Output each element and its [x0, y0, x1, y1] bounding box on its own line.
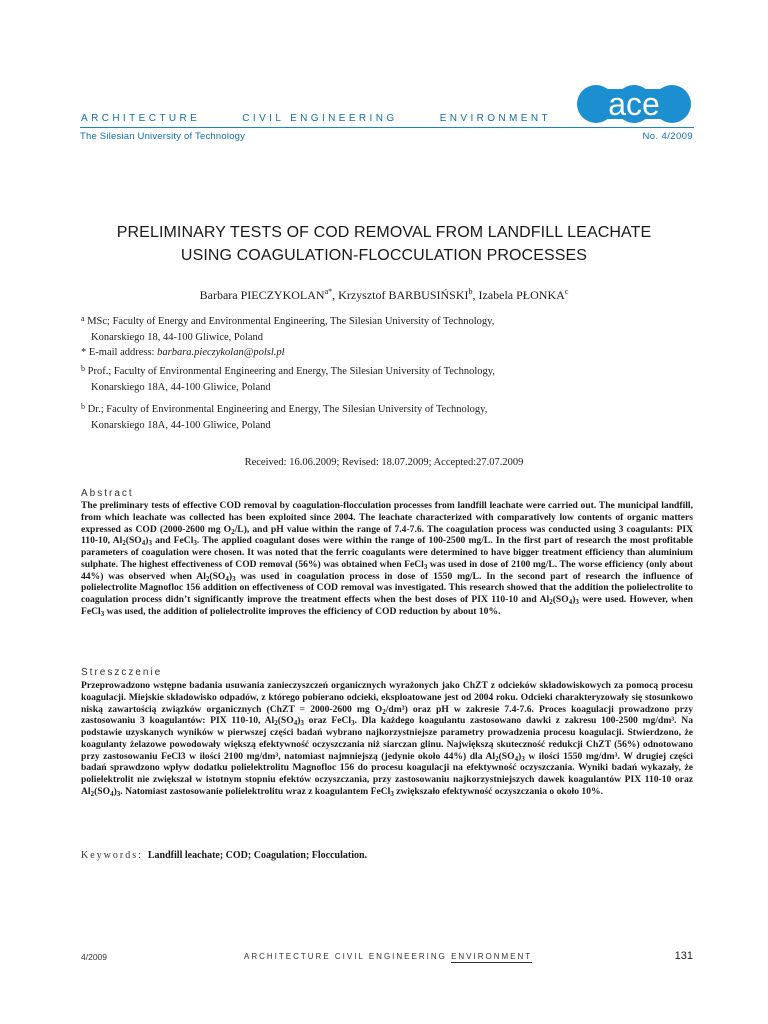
author-separator: , — [472, 288, 479, 302]
streszczenie-body: Przeprowadzono wstępne badania usuwania zanieczyszczeń organicznych wyrażonych jako ChZT z odcieków składowiskowych za pomocą procesu koagulacji. Miejskie składowisko odpadów, z którego pobierano odcieki, eksploatowane jest od 2004 roku. Odcieki charakteryzowały się stosunkowo niską zawartością związków organicznych (ChZT = 2000-2600 mg $O_2/dm^3$) oraz pH w zakresie 7.4-7.6. Proces koagulacji prowadzono przy zastosowaniu 3 koagulantów: PIX 110-10, $Al_2(SO_4)_3$ oraz FeCl$_3$. Dla każdego koagulantu zastosowano dawki z zakresu 100-2500 mg/dm³. Na podstawie uzyskanych wyników w pierwszej części badań wybrano najkorzystniejsze parametry prowadzenia procesu koagulacji. Stwierdzono, że koagulanty żelazowe powodowały większą efektywność oczyszczania niż siarczan glinu. Największą skuteczność redukcji ChZT (56%) odnotowano przy zastosowaniu FeCl3 w ilości 2100 mg/dm³, natomiast najmniejszą (jedynie około 44%) dla $Al_2(SO_4)_3$ w ilości 1550 mg/dm³. W drugiej części badań sprawdzono wpływ dodatku polielektrolitu Magnofloc 156 do procesu koagulacji na efektywność oczyszczania. Wyniki badań wykazały, że polielektrolit nie zwiększał w istotnym stopniu efektów oczyszczania, przy zastosowaniu najkorzystniejszych dawek koagulantów PIX 110-10 oraz $Al_2(SO_4)_3$. Natomiast zastosowanie polielektrolitu wraz z koagulantem FeCl$_3$ zwiększało efektywność oczyszczania o około 10%. — [81, 680, 694, 798]
affiliation-c — [81, 399, 487, 433]
author-mark: b — [468, 287, 473, 296]
affiliation-address: Konarskiego 18A, 44-100 Gliwice, Poland — [91, 381, 271, 393]
title-line-2: USING COAGULATION-FLOCCULATION PROCESSES — [180, 247, 588, 264]
footer-journal-text: ARCHITECTURE CIVIL ENGINEERING — [244, 952, 452, 961]
title-line-1: PRELIMINARY TESTS OF COD REMOVAL FROM LANDFILL LEACHATE — [116, 224, 652, 241]
keywords — [81, 850, 367, 861]
affiliation-mark: b — [81, 402, 85, 411]
affiliation-mark: a — [81, 314, 85, 323]
footer-journal — [244, 952, 532, 961]
streszczenie-heading: Streszczenie — [81, 667, 163, 678]
received-dates: Received: 16.06.2009; Revised: 18.07.2009; Accepted:27.07.2009 — [244, 457, 524, 468]
section-environment: ENVIRONMENT — [439, 113, 551, 124]
article-title — [70, 221, 698, 267]
author-name: Krzysztof BARBUSIŃSKI — [338, 288, 469, 302]
page-number: 131 — [674, 950, 693, 962]
email-label: * E-mail address: — [81, 347, 158, 358]
affiliation-b — [81, 361, 495, 395]
section-civil-engineering: CIVIL ENGINEERING — [242, 113, 398, 124]
header-rule — [80, 127, 694, 128]
affiliation-text: Dr.; Faculty of Environmental Engineering and Energy, The Silesian University of Technology, — [85, 404, 488, 415]
university-name: The Silesian University of Technology — [80, 131, 246, 142]
author-list — [70, 287, 698, 303]
author-name: Barbara PIECZYKOLAN — [199, 288, 325, 302]
email-link[interactable]: barbara.pieczykolan@polsl.pl — [157, 347, 285, 358]
keywords-value: Landfill leachate; COD; Coagulation; Flocculation. — [147, 850, 368, 861]
author-name: Izabela PŁONKA — [478, 288, 565, 302]
affiliation-address: Konarskiego 18, 44-100 Gliwice, Poland — [91, 331, 264, 343]
affiliation-text: Prof.; Faculty of Environmental Engineering and Energy, The Silesian University of Technology, — [85, 366, 495, 377]
abstract-heading: Abstract — [81, 488, 134, 499]
footer-issue: 4/2009 — [81, 952, 107, 962]
author-mark: a* — [324, 287, 333, 296]
email-line — [81, 345, 494, 361]
affiliation-mark: b — [81, 364, 85, 373]
keywords-label: Keywords: — [81, 850, 143, 861]
affiliation-a — [81, 311, 494, 361]
logo-text: ace — [608, 86, 660, 122]
section-architecture: ARCHITECTURE — [81, 113, 201, 124]
journal-sections — [81, 113, 551, 124]
ace-logo — [576, 84, 693, 124]
author-mark: c — [564, 287, 569, 296]
footer-journal-environment: ENVIRONMENT — [451, 952, 533, 961]
abstract-body: The preliminary tests of effective COD removal by coagulation-flocculation processes from landfill leachate were carried out. The municipal landfill, from which leachate was collected has been exploited since 2004. The leachate characterized with comparatively low contents of organic matters expressed as COD (2000-2600 mg $O_2/L$), and pH value within the range of 7.4-7.6. The coagulation process was conducted using 3 coagulants: PIX 110-10, $Al_2(SO_4)_3$ and FeCl$_3$. The applied coagulant doses were within the range of 100-2500 mg/L. In the first part of research the most profitable parameters of coagulation were chosen. It was noted that the ferric coagulants were determined to have bigger treatment efficiency than aluminium sulphate. The highest effectiveness of COD removal (56%) was obtained when FeCl$_3$ was used in dose of 2100 mg/L. The worse efficiency (only about 44%) was observed when $Al_2(SO_4)_3$ was used in coagulation process in dose of 1550 mg/L. In the second part of research the influence of polielectrolite Magnofloc 156 addition on effectiveness of COD removal was investigated. This research showed that the addition the polielectrolite to coagulation process didn’t significantly improve the treatment effects when the best doses of PIX 110-10 and $Al_2(SO_4)_3$ were used. However, when FeCl$_3$ was used, the addition of polielectrolite improves the efficiency of COD reduction by about 10%. — [81, 500, 693, 618]
issue-number: No. 4/2009 — [642, 131, 693, 142]
affiliation-text: MSc; Faculty of Energy and Environmental Engineering, The Silesian University of Technology, — [84, 316, 495, 327]
author-separator: , — [332, 288, 339, 302]
affiliation-address: Konarskiego 18A, 44-100 Gliwice, Poland — [91, 419, 271, 431]
